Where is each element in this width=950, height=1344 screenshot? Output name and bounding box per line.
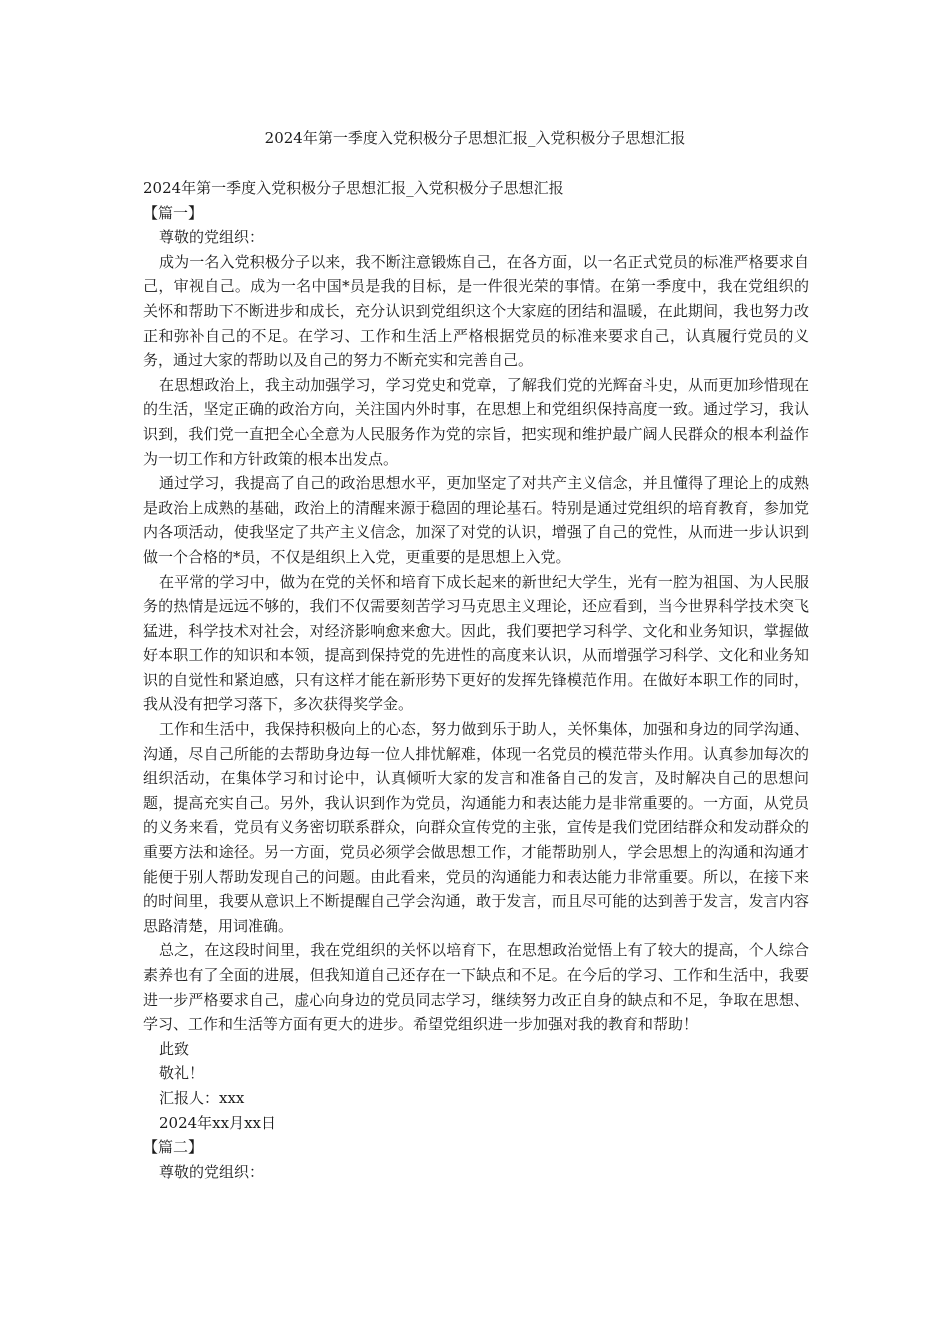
closing-line: 此致 xyxy=(159,1039,190,1058)
paragraph: 在思想政治上，我主动加强学习，学习党史和党章，了解我们党的光辉奋斗史，从而更加珍惜现在的生活，坚定正确的政治方向，关注国内外时事，在思想上和党组织保持高度一致。通过学习，我认识到，我们党一直把全心全意为人民服务作为党的宗旨，把实现和维护最广阔人民群众的根本利益作为一切工作和方针政策的根本出发点。 xyxy=(143,375,809,468)
subtitle: 2024年第一季度入党积极分子思想汇报_入党积极分子思想汇报 xyxy=(143,179,564,197)
paragraph: 通过学习，我提高了自己的政治思想水平，更加坚定了对共产主义信念，并且懂得了理论上的成熟是政治上成熟的基础，政治上的清醒来源于稳固的理论基石。特别是通过党组织的培育教育，参加党内各项活动，使我坚定了共产主义信念，加深了对党的认识，增强了自己的党性，从而进一步认识到做一个合格的*员，不仅是组织上入党，更重要的是思想上入党。 xyxy=(143,474,809,566)
date-line: 2024年xx月xx日 xyxy=(159,1113,277,1132)
closing-line: 敬礼！ xyxy=(159,1064,205,1083)
document-title: 2024年第一季度入党积极分子思想汇报_入党积极分子思想汇报 xyxy=(264,129,686,147)
section-heading-1: 【篇一】 xyxy=(143,203,204,222)
document-body xyxy=(143,176,809,1184)
paragraph: 总之，在这段时间里，我在党组织的关怀以培育下，在思想政治觉悟上有了较大的提高，个人综合素养也有了全面的进展，但我知道自己还存在一下缺点和不足。在今后的学习、工作和生活中，我要进一步严格要求自己，虚心向身边的党员同志学习，继续努力改正自身的缺点和不足，争取在思想、学习、工作和生活等方面有更大的进步。希望党组织进一步加强对我的教育和帮助！ xyxy=(143,941,809,1034)
salutation: 尊敬的党组织： xyxy=(159,1162,265,1181)
reporter-line: 汇报人：xxx xyxy=(159,1088,245,1107)
section-heading-2: 【篇二】 xyxy=(143,1138,204,1157)
paragraph: 在平常的学习中，做为在党的关怀和培育下成长起来的新世纪大学生，光有一腔为祖国、为人民服务的热情是远远不够的，我们不仅需要刻苦学习马克思主义理论，还应看到，当今世界科学技术突飞猛进，科学技术对社会，对经济影响愈来愈大。因此，我们要把学习科学、文化和业务知识，掌握做好本职工作的知识和本领，提高到保持党的先进性的高度来认识，从而增强学习科学、文化和业务知识的自觉性和紧迫感，只有这样才能在新形势下更好的发挥先锋模范作用。在做好本职工作的同时，我从没有把学习落下，多次获得奖学金。 xyxy=(143,572,809,714)
paragraph: 工作和生活中，我保持积极向上的心态，努力做到乐于助人，关怀集体，加强和身边的同学沟通、沟通，尽自己所能的去帮助身边每一位人排忧解难，体现一名党员的模范带头作用。认真参加每次的组织活动，在集体学习和讨论中，认真倾听大家的发言和准备自己的发言，及时解决自己的思想问题，提高充实自己。另外，我认识到作为党员，沟通能力和表达能力是非常重要的。一方面，从党员的义务来看，党员有义务密切联系群众，向群众宣传党的主张，宣传是我们党团结群众和发动群众的重要方法和途径。另一方面，党员必须学会做思想工作，才能帮助别人，学会思想上的沟通和沟通才能便于别人帮助发现自己的问题。由此看来，党员的沟通能力和表达能力非常重要。所以，在接下来的时间里，我要从意识上不断提醒自己学会沟通，敢于发言，而且尽可能的达到善于发言，发言内容思路清楚，用词准确。 xyxy=(143,720,809,935)
salutation: 尊敬的党组织： xyxy=(159,228,265,247)
paragraph: 成为一名入党积极分子以来，我不断注意锻炼自己，在各方面，以一名正式党员的标准严格要求自己，审视自己。成为一名中国*员是我的目标，是一件很光荣的事情。在第一季度中，我在党组织的关怀和帮助下不断进步和成长，充分认识到党组织这个大家庭的团结和温暖，在此期间，我也努力改正和弥补自己的不足。在学习、工作和生活上严格根据党员的标准来要求自己，认真履行党员的义务，通过大家的帮助以及自己的努力不断充实和完善自己。 xyxy=(143,252,809,370)
